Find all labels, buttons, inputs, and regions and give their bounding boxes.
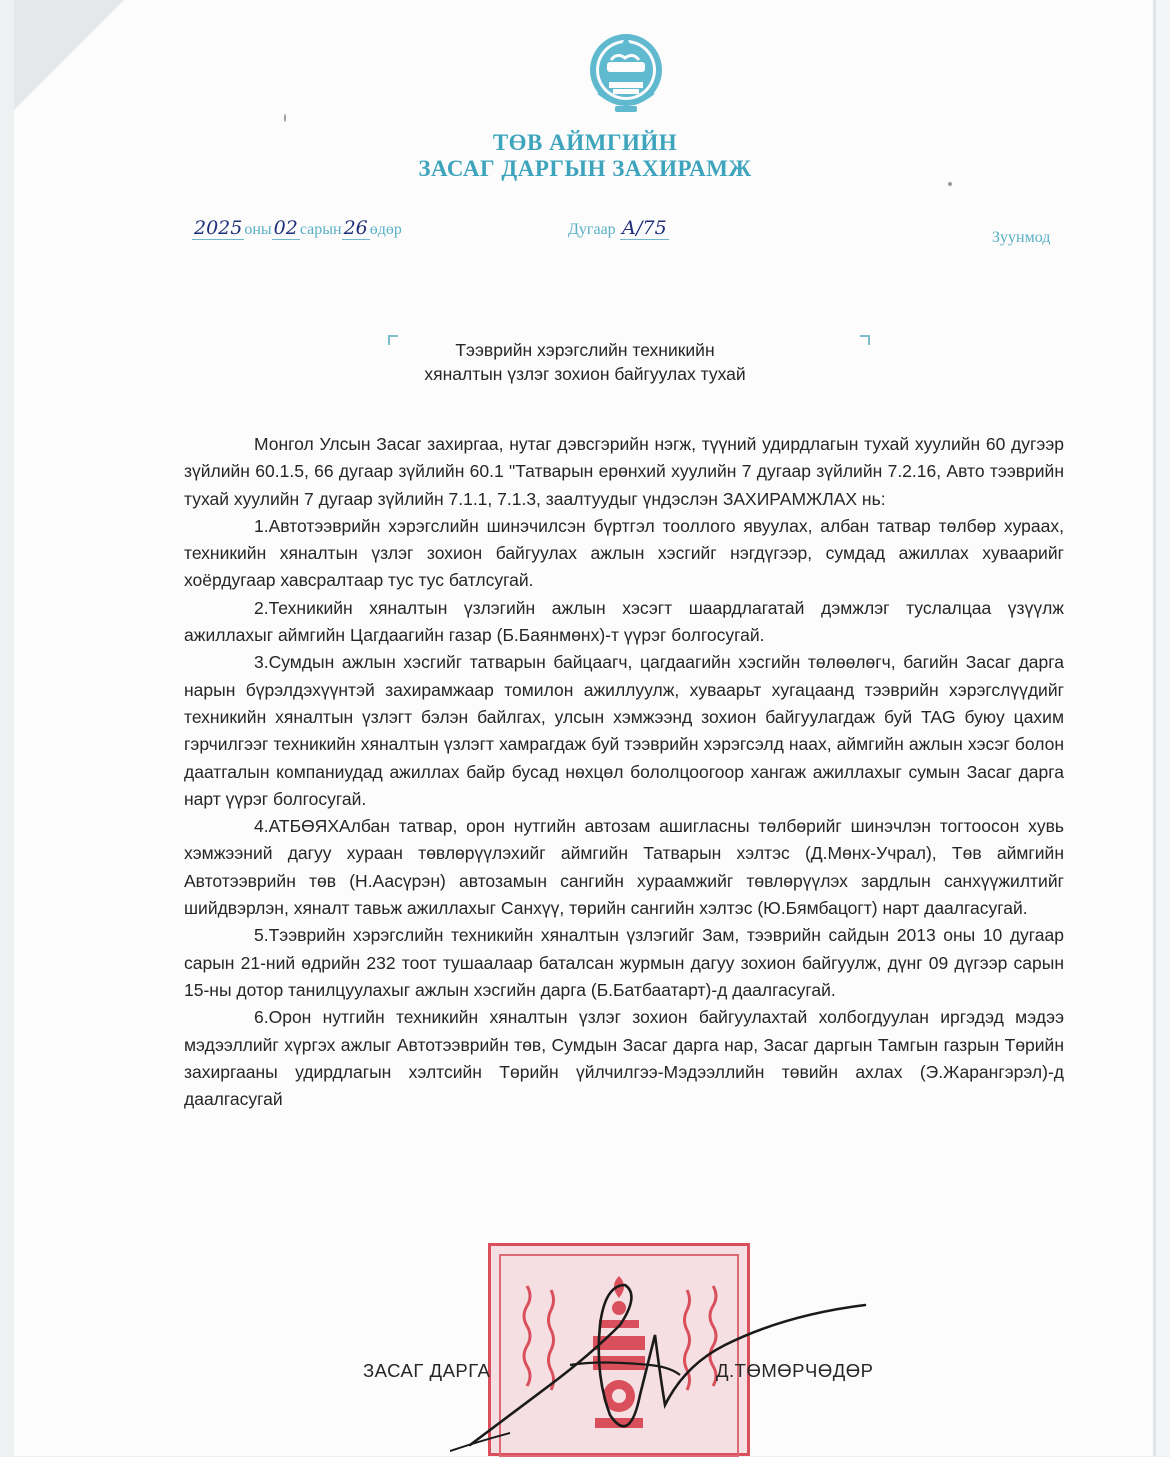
date-year-suffix: оны [244,221,272,238]
paragraph-1: 1.Автотээврийн хэрэгслийн шинэчилсэн бүртгэл тооллого явуулах, албан татвар төлбөр хураах, техникийн хяналтын үзлэг зохион байгуулах ажлын хэсгийг нэгдүгээр, сумдад ажиллах хуваарийг хоёрдугаар хавсралтаар тус тус батлсугай. [184,515,1064,591]
signatory-name: Д.ТӨМӨРЧӨДӨР [716,1360,874,1381]
number-label: Дугаар [568,221,616,238]
page-fold [14,0,124,110]
paragraph-4: 4.АТБӨЯХАлбан татвар, орон нутгийн автозам ашигласны төлбөрийг шинэчлэн тогтоосон хувь хэмжээний дагуу хураан төвлөрүүлэхийг аймгийн Татварын хэлтэс (Д.Мөнх-Учрал), Төв аймгийн Автотээврийн төв (Н.Аасүрэн) автозамын сангийн хураамжийг төвлөрүүлэх зардлын санхүүжилтийг шийдвэрлэн, хяналт тавьж ажиллахыг Санхүү, төрийн сангийн хэлтэс (Ю.Бямбацогт) нарт даалгасугай. [184,816,1064,919]
date-day-suffix: өдөр [369,221,402,238]
document-date [192,217,402,240]
state-emblem-icon [585,30,667,116]
paragraph-preamble: Монгол Улсын Засаг захиргаа, нутаг дэвсгэрийн нэгж, түүний удирдлагын тухай хуулийн 60 дугээр зүйлийн 60.1.5, 66 дугаар зүйлийн 60.1 "Татварын ерөнхий хуулийн 7 дугаар зүйлийн 7.2.16, Авто тээврийн тухай хуулийн 7 дугаар зүйлийн 7.1.1, 7.1.3, заалтуудыг үндэслэн ЗАХИРАМЖЛАХ нь: [184,434,1064,509]
paragraph-5: 5.Тээврийн хэрэгслийн техникийн хяналтын үзлэгийг Зам, тээврийн сайдын 2013 оны 10 дугаар сарын 21-ний өдрийн 232 тоот тушаалаар баталсан журмын дагуу зохион байгуулж, дүнг 09 дүгээр сарын 15-ны дотор танилцуулахыг ажлын хэсгийн дарга (Б.Батбаатарт)-д даалгасугай. [184,925,1064,1000]
date-day: 26 [343,217,368,239]
document-number [568,217,669,240]
scan-speck [948,182,952,186]
date-month-suffix: сарын [299,221,342,238]
document-place: Зуунмод [992,229,1051,246]
paragraph-6: 6.Орон нутгийн техникийн хяналтын үзлэг зохион байгуулахтай холбогдуулан иргэдэд мэдээ мэдээллийг хүргэх ажлыг Автотээврийн төв, Сумдын Засаг дарга нар, Засаг даргын Тамгын газрын Төрийн захиргааны удирдлагын хэлтсийн Төрийн үйлчилгээ-Мэдээллийн төвийн ахлах (Э.Жарангэрэл)-д даалгасугай [184,1007,1064,1110]
date-month: 02 [273,217,298,239]
signatory-position: ЗАСАГ ДАРГА [363,1360,491,1381]
handwritten-signature-icon [450,1275,870,1456]
document-body [184,431,1064,1113]
number-value: А/75 [621,217,667,239]
title-line-1: Тээврийн хэрэгслийн техникийн [455,340,715,360]
title-line-2: хяналтын үзлэг зохион байгуулах тухай [424,364,746,384]
paragraph-2: 2.Техникийн хяналтын үзлэгийн ажлын хэсэгт шаардлагатай дэмжлэг туслалцаа үзүүлж ажиллахыг аймгийн Цагдаагийн газар (Б.Баянмөнх)-т үүрэг болгосугай. [184,597,1064,646]
header-line-2: ЗАСАГ ДАРГЫН ЗАХИРАМЖ [418,156,752,181]
page-edge [1156,0,1170,1456]
header-line-1: ТӨВ АЙМГИЙН [492,130,678,155]
paragraph-3: 3.Сумдын ажлын хэсгийг татварын байцаагч, цагдаагийн хэсгийн төлөөлөгч, багийн Засаг дарга нарын бүрэлдэхүүнтэй захирамжаар томилон ажиллуулж, хуваарьт хугацаанд тээврийн хэрэгслүүдийг техникийн хяналтын үзлэгт бэлэн байлгах, улсын хэмжээнд зохион байгуулагдаж буй TAG буюу цахим гэрчилгээг техникийн хяналтын үзлэгт хамрагдаж буй тээврийн хэрэгсэлд наах, аймгийн ажлын хэсэг болон даатгалын компаниудад ажиллах байр бусад нөхцөл бололцоогоор хангаж ажиллахыг сумын Засаг дарга нарт үүрэг болгосугай. [184,652,1064,809]
scan-speck [284,114,286,122]
date-year: 2025 [194,217,243,239]
